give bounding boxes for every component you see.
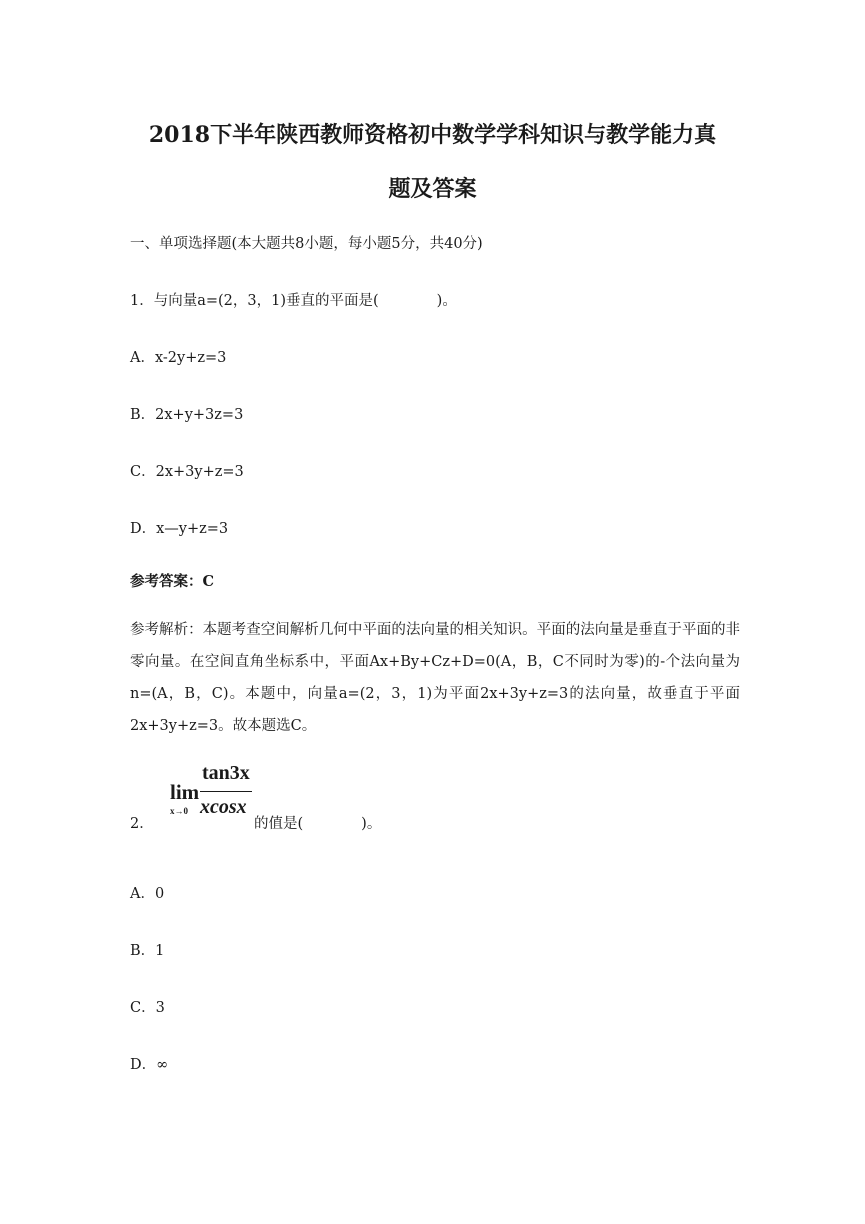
title-line-1: 2018下半年陕西教师资格初中数学学科知识与教学能力真 — [148, 122, 717, 148]
formula-subscript: x→0 — [170, 806, 188, 816]
document-title — [60, 108, 805, 216]
q1-option-d: D．x—y+z=3 — [130, 521, 229, 537]
section-heading: 一、单项选择题(本大题共8小题，每小题5分，共40分) — [130, 236, 483, 252]
q1-option-c: C．2x+3y+z=3 — [130, 464, 244, 480]
title-line-2: 题及答案 — [388, 176, 477, 202]
q1-stem: 1．与向量a=(2，3，1)垂直的平面是( )。 — [130, 293, 457, 309]
q2-option-c: C．3 — [130, 1000, 165, 1016]
q1-option-a: A．x-2y+z=3 — [130, 350, 227, 366]
limit-formula — [170, 762, 258, 834]
fraction-bar — [200, 791, 252, 792]
q2-number: 2． — [130, 816, 154, 832]
formula-numerator: tan3x — [202, 762, 250, 784]
q2-stem-rest: 的值是( )。 — [254, 816, 382, 832]
q1-answer: 参考答案：C — [130, 573, 215, 590]
q2-option-b: B．1 — [130, 943, 165, 959]
q1-option-b: B．2x+y+3z=3 — [130, 407, 244, 423]
q2-option-d: D．∞ — [130, 1057, 169, 1073]
formula-denominator: xcosx — [200, 796, 247, 818]
formula-lim: lim — [170, 780, 200, 804]
q1-analysis: 参考解析：本题考查空间解析几何中平面的法向量的相关知识。平面的法向量是垂直于平面的非零向量。在空间直角坐标系中，平面Ax+By+Cz+D=0(A，B，C不同时为零)的-个法向量为n=(A，B，C)。本题中，向量a=(2，3，1)为平面2x+3y+z=3的法向量，故垂直于平面2x+3y+z=3。故本题选C。 — [130, 622, 740, 734]
q2-stem — [130, 762, 730, 832]
q2-option-a: A．0 — [130, 886, 165, 902]
